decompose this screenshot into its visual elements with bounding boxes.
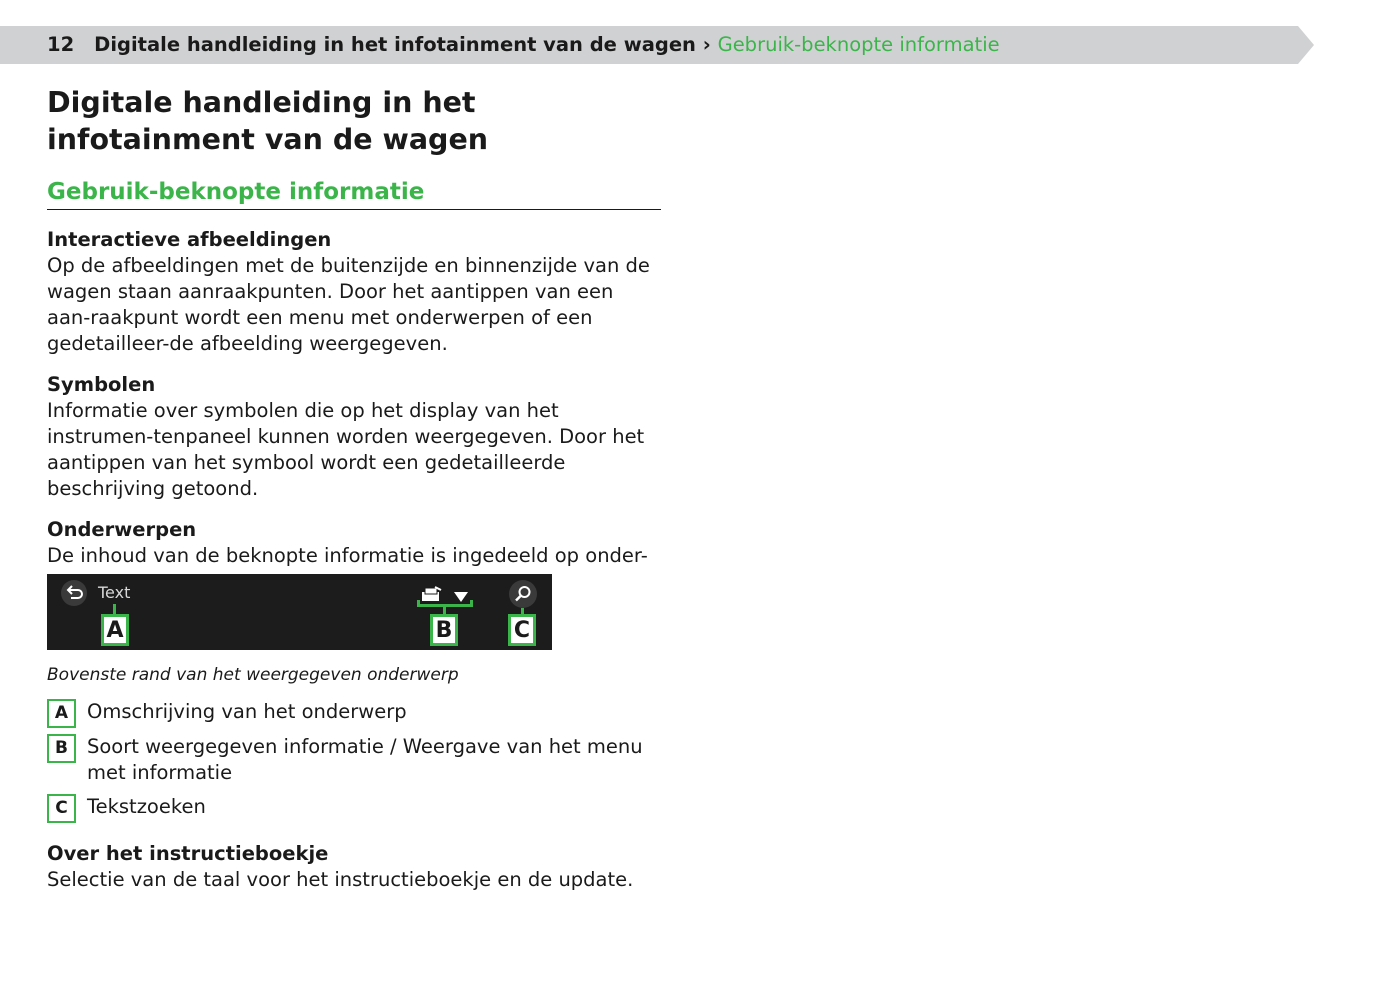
block-text: Selectie van de taal voor het instructieboekje en de update. (47, 868, 634, 891)
screen-title-text: Text (98, 583, 131, 602)
block-heading: Onderwerpen (47, 518, 197, 541)
running-header (47, 26, 1000, 64)
callout-b: B (430, 614, 458, 646)
figure-caption: Bovenste rand van het weergegeven onderwerp (47, 665, 459, 685)
callout-bracket-b-left (417, 600, 420, 607)
block-interactive-images (47, 227, 661, 357)
callout-line-a (113, 604, 116, 614)
block-symbols (47, 372, 661, 502)
legend-badge: B (47, 734, 76, 763)
infotainment-screen-figure (47, 574, 552, 650)
header-subsection: Gebruik-beknopte informatie (717, 33, 1000, 56)
legend-text: Tekstzoeken (87, 795, 206, 818)
section-title: Gebruik-beknopte informatie (47, 177, 661, 210)
block-text: Op de afbeeldingen met de buitenzijde en binnenzijde van de wagen staan aanraakpunten. Door het aantippen van een aan-raakpunt wordt een menu met onderwerpen of een gedetailleer-de afbeelding weergegeven. (47, 254, 650, 355)
block-heading: Symbolen (47, 373, 156, 396)
callout-c: C (508, 614, 536, 646)
block-heading: Over het instructieboekje (47, 842, 329, 865)
legend-badge: A (47, 699, 76, 728)
callout-bracket-b-right (470, 600, 473, 607)
header-separator: › (702, 33, 711, 56)
block-about-manual (47, 841, 661, 893)
block-text: Informatie over symbolen die op het display van het instrumen-tenpaneel kunnen worden weergegeven. Door het aantippen van het symbool wordt een gedetailleerde beschrijving getoond. (47, 399, 645, 500)
document-menu-icon (421, 586, 443, 602)
legend-text: Soort weergegeven informatie / Weergave van het menu met informatie (87, 735, 643, 784)
block-text: De inhoud van de beknopte informatie is ingedeeld op onder- (47, 544, 648, 567)
callout-a: A (101, 614, 129, 646)
block-heading: Interactieve afbeeldingen (47, 228, 332, 251)
header-section: Digitale handleiding in het infotainment van de wagen (94, 33, 696, 56)
dropdown-triangle-icon (453, 588, 469, 600)
legend-badge: C (47, 794, 76, 823)
callout-line-b (443, 607, 446, 614)
page-number: 12 (47, 33, 75, 56)
main-content (47, 84, 661, 595)
legend-text: Omschrijving van het onderwerp (87, 700, 407, 723)
back-arrow-icon (61, 580, 87, 606)
page-title: Digitale handleiding in het infotainment van de wagen (47, 86, 489, 156)
magnifier-icon (509, 580, 537, 608)
